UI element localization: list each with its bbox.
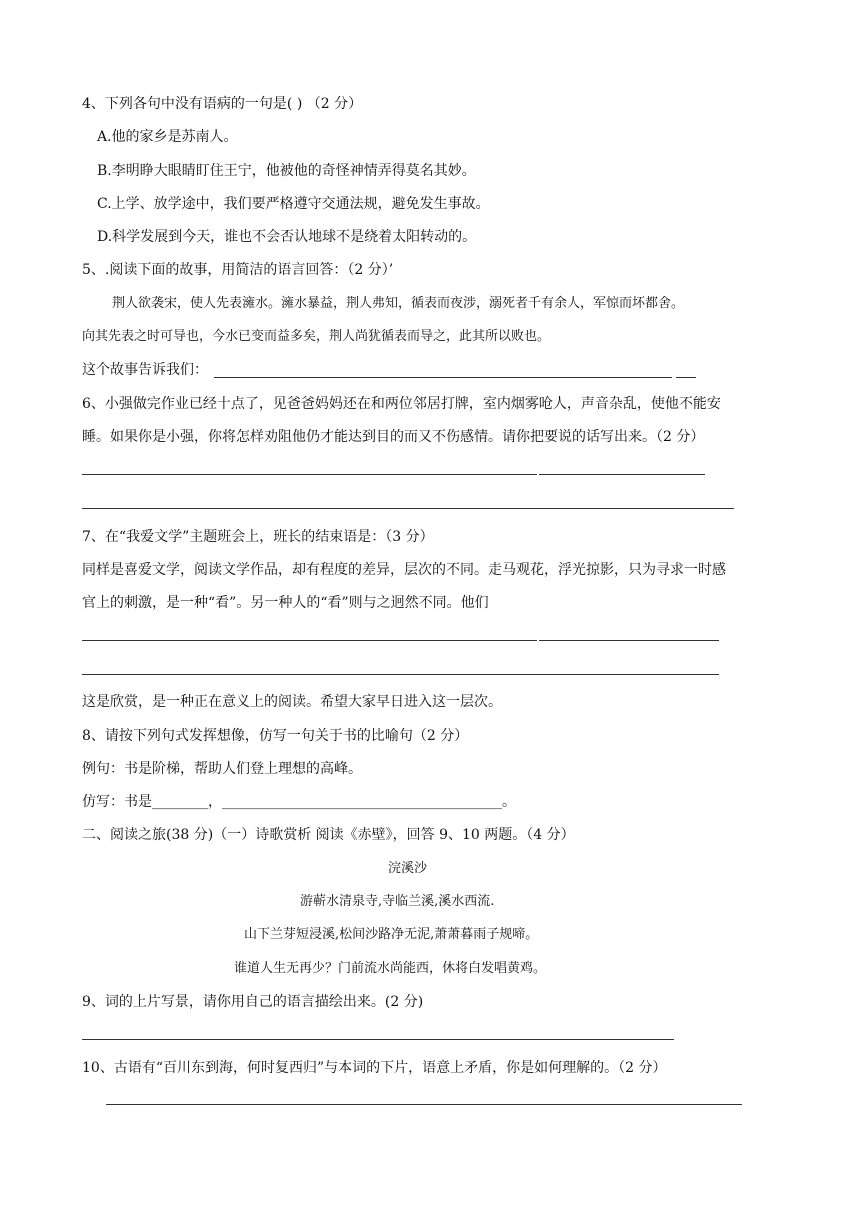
q4-option-b: B.李明睁大眼睛盯住王宁，他被他的奇怪神情弄得莫名其妙。 bbox=[97, 163, 476, 179]
q6-line-2: 睡。如果你是小强，你将怎样劝阻他仍才能达到目的而又不伤感情。请你把要说的话写出来。（2 分） bbox=[82, 429, 705, 445]
poem-line-3: 谁道人生无再少？门前流水尚能西，休将白发唱黄鸡。 bbox=[234, 961, 547, 976]
q9-answer-line[interactable] bbox=[82, 1039, 674, 1040]
q4-option-c: C.上学、放学途中，我们要严格遵守交通法规，避免发生事故。 bbox=[97, 196, 490, 212]
q4-option-d: D.科学发展到今天，谁也不会否认地球不是绕着太阳转动的。 bbox=[97, 229, 477, 245]
q8-imitate-line[interactable]: 仿写：书是________，________________________________________。 bbox=[82, 794, 516, 810]
q5-answer-line[interactable] bbox=[214, 377, 672, 378]
q5-story-line-1: 荆人欲袭宋，使人先表澭水。澭水暴益，荆人弗知，循表而夜涉，溺死者千有余人，军惊而坏都舍。 bbox=[112, 296, 685, 311]
q7-stem: 7、在“我爱文学”主题班会上，班长的结束语是：（3 分） bbox=[82, 529, 434, 545]
q6-answer-line-1b[interactable] bbox=[539, 474, 705, 475]
q8-example: 例句：书是阶梯，帮助人们登上理想的高峰。 bbox=[82, 761, 362, 777]
poem-title: 浣溪沙 bbox=[388, 861, 428, 876]
q5-answer-line-end bbox=[676, 377, 696, 378]
q10-answer-line[interactable] bbox=[106, 1104, 742, 1105]
q5-story-line-2: 向其先表之时可导也，今水已变而益多矣，荆人尚犹循表而导之，此其所以败也。 bbox=[82, 329, 551, 344]
poem-line-2: 山下兰芽短浸溪,松间沙路净无泥,萧萧暮雨子规啼。 bbox=[244, 927, 539, 942]
q4-option-a: A.他的家乡是苏南人。 bbox=[97, 129, 238, 145]
q9-stem: 9、词的上片写景，请你用自己的语言描绘出来。(2 分) bbox=[82, 994, 424, 1010]
q8-stem: 8、请按下列句式发挥想像，仿写一句关于书的比喻句（2 分） bbox=[82, 728, 469, 744]
q6-answer-line-1[interactable] bbox=[82, 474, 537, 475]
q7-answer-line-1b[interactable] bbox=[539, 640, 719, 641]
q7-ending: 这是欣赏，是一种正在意义上的阅读。希望大家早日进入这一层次。 bbox=[82, 694, 502, 710]
q6-line-1: 6、小强做完作业已经十点了，见爸爸妈妈还在和两位邻居打牌，室内烟雾呛人，声音杂乱，使他不能安 bbox=[82, 396, 721, 412]
q6-answer-line-2[interactable] bbox=[82, 508, 734, 509]
q4-stem: 4、下列各句中没有语病的一句是( ) （2 分） bbox=[82, 96, 363, 112]
q5-prompt: 这个故事告诉我们： bbox=[82, 362, 208, 378]
section-heading: 二、阅读之旅(38 分)（一）诗歌赏析 阅读《赤壁》，回答 9、10 两题。（4 分） bbox=[82, 827, 575, 843]
q7-text-line-2: 官上的刺激，是一种“看”。另一种人的“看”则与之迥然不同。他们 bbox=[82, 595, 489, 611]
poem-line-1: 游蕲水清泉寺,寺临兰溪,溪水西流. bbox=[300, 894, 495, 909]
q5-stem: 5、.阅读下面的故事，用简洁的语言回答：（2 分）’ bbox=[82, 262, 394, 278]
q7-answer-line-1[interactable] bbox=[82, 640, 537, 641]
q7-answer-line-2[interactable] bbox=[82, 674, 719, 675]
q10-stem: 10、古语有“百川东到海，何时复西归”与本词的下片，语意上矛盾，你是如何理解的。（2 分） bbox=[82, 1060, 667, 1076]
q7-text-line-1: 同样是喜爱文学，阅读文学作品，却有程度的差异，层次的不同。走马观花，浮光掠影，只为寻求一时感 bbox=[82, 562, 726, 578]
